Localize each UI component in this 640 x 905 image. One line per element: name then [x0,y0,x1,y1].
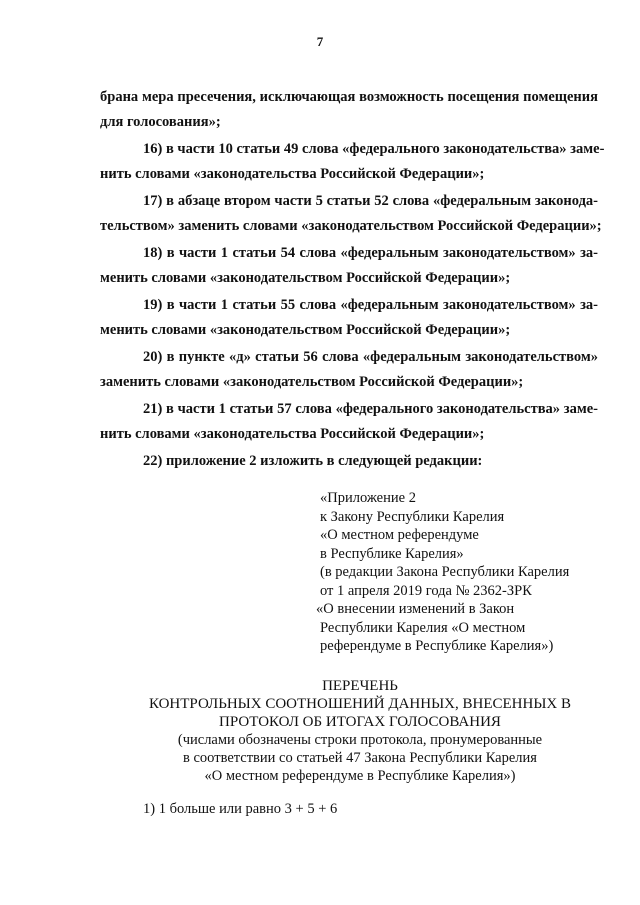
note-line: в соответствии со статьей 47 Закона Республики Карелия [183,750,537,766]
paragraph-line: заменить словами «законодательством Российской Федерации»; [100,374,524,390]
annex-line: Республики Карелия «О местном [320,619,526,636]
paragraph-item-19 [100,293,598,343]
list-heading [100,677,620,731]
paragraph-line: брана мера пресечения, исключающая возможность посещения помещения [100,89,598,105]
paragraph-continuation [100,85,598,135]
paragraph-line: 22) приложение 2 изложить в следующей редакции: [143,453,483,469]
paragraph-item-21 [100,397,598,447]
list-item: 1) 1 больше или равно 3 + 5 + 6 [143,801,338,817]
paragraph-item-17 [100,189,602,239]
note-line: (числами обозначены строки протокола, пронумерованные [177,732,543,748]
paragraph-line: тельством» заменить словами «законодательством Российской Федерации»; [100,218,602,234]
paragraph-line: 17) в абзаце втором части 5 статьи 52 слова «федеральным законода- [143,193,598,209]
heading-line: ПРОТОКОЛ ОБ ИТОГАХ ГОЛОСОВАНИЯ [219,714,501,730]
paragraph-line: нить словами «законодательства Российской Федерации»; [100,166,485,182]
heading-note [100,731,620,785]
paragraph-item-22 [100,449,598,474]
heading-line: ПЕРЕЧЕНЬ [322,678,398,694]
note-line: «О местном референдуме в Республике Карелия») [204,768,516,784]
annex-line: «О внесении изменений в Закон [316,601,515,617]
annex-line: от 1 апреля 2019 года № 2362-ЗРК [320,582,532,599]
paragraph-line: 16) в части 10 статьи 49 слова «федерального законодательства» заме- [143,141,605,157]
paragraph-line: 19) в части 1 статьи 55 слова «федеральным законодательством» за- [143,297,598,313]
heading-line: КОНТРОЛЬНЫХ СООТНОШЕНИЙ ДАННЫХ, ВНЕСЕННЫХ В [148,696,572,712]
annex-line: «Приложение 2 [320,490,416,506]
annex-line: (в редакции Закона Республики Карелия [320,564,570,580]
paragraph-item-20 [100,345,598,395]
paragraph-line: 21) в части 1 статьи 57 слова «федерального законодательства» заме- [143,401,598,417]
page-number: 7 [316,34,324,49]
paragraph-line: 18) в части 1 статьи 54 слова «федеральным законодательством» за- [143,245,598,261]
paragraph-line: для голосования»; [100,114,221,130]
paragraph-line: менить словами «законодательством Российской Федерации»; [100,270,511,286]
paragraph-line: нить словами «законодательства Российской Федерации»; [100,426,485,442]
paragraph-line: 20) в пункте «д» статьи 56 слова «федеральным законодательством» [143,349,598,365]
annex-line: «О местном референдуме [320,527,479,543]
paragraph-item-18 [100,241,598,291]
annex-line: референдуме в Республике Карелия») [320,638,554,654]
paragraph-line: менить словами «законодательством Российской Федерации»; [100,322,511,338]
annex-line: в Республике Карелия» [320,545,464,562]
annex-line: к Закону Республики Карелия [320,508,505,525]
paragraph-item-16 [100,137,605,187]
annex-header-block [316,489,616,656]
